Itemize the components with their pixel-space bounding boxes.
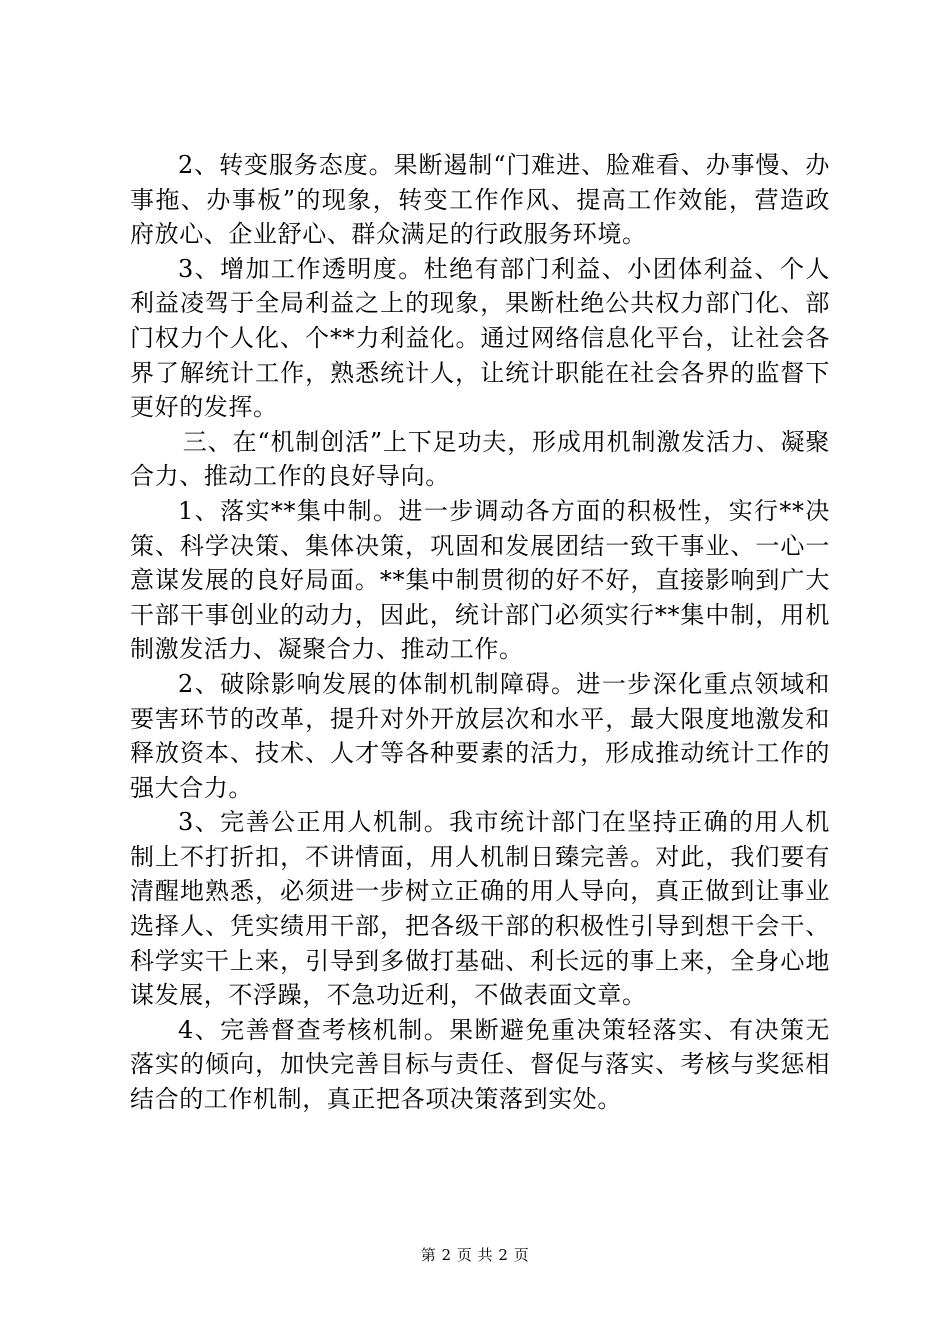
paragraph-service-attitude: 2、转变服务态度。果断遏制“门难进、脸难看、办事慢、办事拖、办事板”的现象，转变工作作风、提高工作效能，营造政府放心、企业舒心、群众满足的行政服务环境。 xyxy=(130,151,830,249)
paragraph-centralism: 1、落实**集中制。进一步调动各方面的积极性，实行**决策、科学决策、集体决策，巩固和发展团结一致干事业、一心一意谋发展的良好局面。**集中制贯彻的好不好，直接影响到广大干部干事创业的动力，因此，统计部门必须实行**集中制，用机制激发活力、凝聚合力、推动工作。 xyxy=(130,496,830,664)
page-number-footer: 第 2 页 共 2 页 xyxy=(420,1246,530,1264)
section-heading-mechanism: 三、在“机制创活”上下足功夫，形成用机制激发活力、凝聚合力、推动工作的良好导向。 xyxy=(130,427,830,491)
paragraph-transparency: 3、增加工作透明度。杜绝有部门利益、小团体利益、个人利益凌驾于全局利益之上的现象，果断杜绝公共权力部门化、部门权力个人化、个**力利益化。通过网络信息化平台，让社会各界了解统计工作，熟悉统计人，让统计职能在社会各界的监督下更好的发挥。 xyxy=(130,254,830,422)
paragraph-employment-mechanism: 3、完善公正用人机制。我市统计部门在坚持正确的用人机制上不打折扣，不讲情面，用人机制日臻完善。对此，我们要有清醒地熟悉，必须进一步树立正确的用人导向，真正做到让事业选择人、凭实绩用干部，把各级干部的积极性引导到想干会干、科学实干上来，引导到多做打基础、利长远的事上来，全身心地谋发展，不浮躁，不急功近利，不做表面文章。 xyxy=(130,808,830,1010)
document-body xyxy=(130,148,830,1117)
paragraph-supervision-mechanism: 4、完善督查考核机制。果断避免重决策轻落实、有决策无落实的倾向，加快完善目标与责任、督促与落实、考核与奖惩相结合的工作机制，真正把各项决策落到实处。 xyxy=(130,1015,830,1114)
paragraph-system-obstacles: 2、破除影响发展的体制机制障碍。进一步深化重点领域和要害环节的改革，提升对外开放层次和水平，最大限度地激发和释放资本、技术、人才等各种要素的活力，形成推动统计工作的强大合力。 xyxy=(130,669,830,802)
